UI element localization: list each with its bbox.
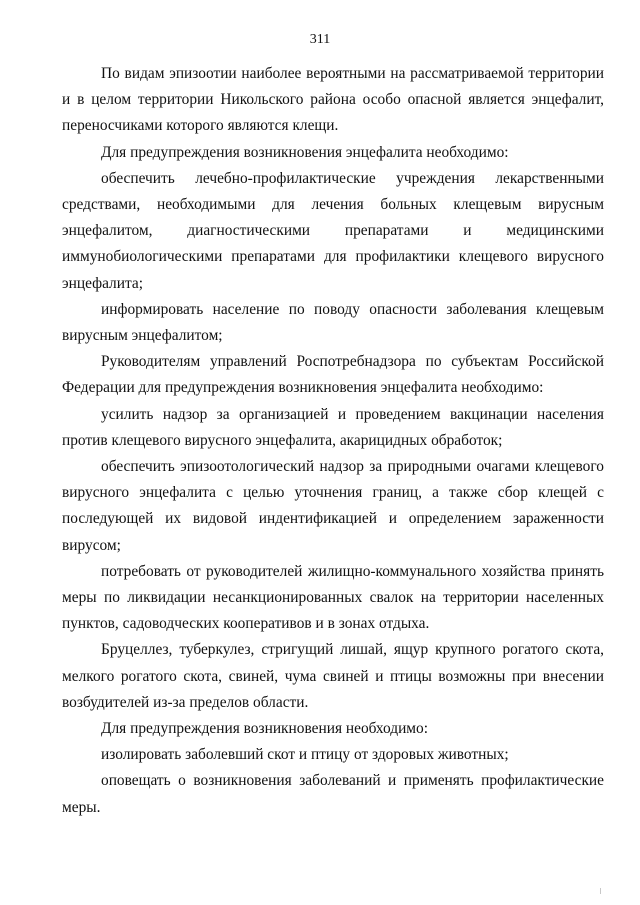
- paragraph-vaccination-control: усилить надзор за организацией и проведением вакцинации населения против клещевого вирусного энцефалита, акарицидных обработок;: [62, 405, 604, 449]
- page-number: 311: [309, 32, 331, 47]
- paragraph-prevention-heading-2: Для предупреждения возникновения необходимо:: [101, 720, 429, 738]
- paragraph-rospotrebnadzor: Руководителям управлений Роспотребнадзора по субъектам Российской Федерации для предупреждения возникновения энцефалита необходимо:: [62, 353, 604, 397]
- paragraph-isolate-livestock: изолировать заболевший скот и птицу от здоровых животных;: [101, 746, 509, 764]
- paragraph-notify-measures: оповещать о возникновения заболеваний и применять профилактические меры.: [62, 772, 604, 816]
- document-body: [62, 61, 604, 821]
- scan-mark: [600, 888, 601, 894]
- paragraph-inform-population: информировать население по поводу опасности заболевания клещевым вирусным энцефалитом;: [62, 300, 604, 345]
- paragraph-animal-diseases: Бруцеллез, туберкулез, стригущий лишай, ящур крупного рогатого скота, мелкого рогатого скота, свиней, чума свиней и птицы возможны при внесении возбудителей из-за пределов области.: [62, 641, 604, 711]
- paragraph-provide-medicines: обеспечить лечебно-профилактические учреждения лекарственными средствами, необходимыми для лечения больных клещевым вирусным энцефалитом, диагностическими препаратами и медицинскими иммунобиологическими препаратами для профилактики клещевого вирусного энцефалита;: [62, 169, 604, 292]
- paragraph-epizootological-surveillance: обеспечить эпизоотологический надзор за природными очагами клещевого вирусного энцефалита с целью уточнения границ, а также сбор клещей с последующей их видовой индентификацией и определением зараженности вирусом;: [62, 458, 604, 554]
- paragraph-epizootic-intro: По видам эпизоотии наиболее вероятными на рассматриваемой территории и в целом территории Никольского района особо опасной является энцефалит, переносчиками которого являются клещи.: [62, 65, 604, 135]
- paragraph-prevention-heading: Для предупреждения возникновения энцефалита необходимо:: [101, 143, 509, 161]
- paragraph-landfills: потребовать от руководителей жилищно-коммунального хозяйства принять меры по ликвидации несанкционированных свалок на территории населенных пунктов, садоводческих кооперативов и в зонах отдыха.: [62, 562, 604, 633]
